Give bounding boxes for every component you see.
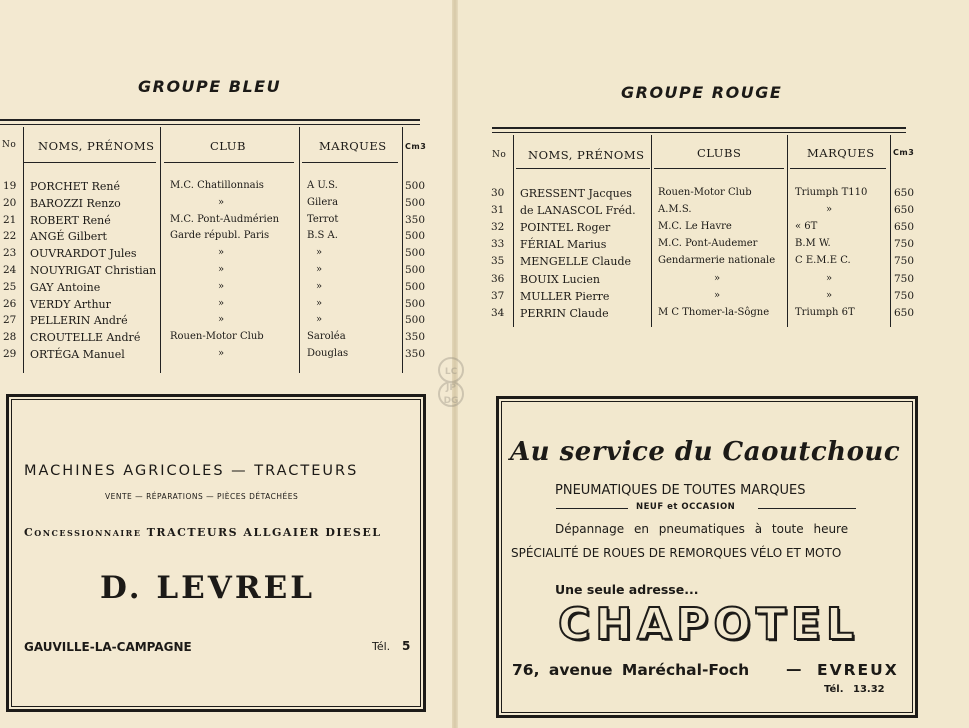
col-header-brand: MARQUES — [807, 146, 875, 160]
engine-cc: 350 — [405, 331, 426, 344]
groupe-rouge-title: GROUPE ROUGE — [621, 83, 783, 102]
rider-club: » — [218, 314, 225, 326]
table-rule — [0, 119, 420, 121]
row-number: 37 — [491, 289, 505, 302]
col-header-cc: Cm3 — [405, 142, 427, 151]
column-divider — [23, 127, 24, 373]
engine-cc: 500 — [405, 264, 426, 276]
rider-brand: Triumph 6T — [795, 306, 855, 318]
rider-club: M.C. Pont-Audemer — [658, 238, 758, 250]
rider-club: M C Thomer-la-Sôgne — [658, 306, 770, 318]
rider-name: CROUTELLE André — [30, 331, 141, 345]
rider-name: GAY Antoine — [30, 280, 101, 294]
ad-tyres-line: PNEUMATIQUES DE TOUTES MARQUES — [555, 483, 806, 498]
col-header-brand: MARQUES — [319, 139, 387, 153]
row-number: 22 — [3, 230, 17, 243]
watermark-logo-icon — [436, 356, 466, 410]
rider-name: PERRIN Claude — [520, 306, 609, 320]
ad-address-dash: — — [786, 660, 802, 678]
column-divider — [513, 135, 514, 327]
engine-cc: 350 — [405, 213, 426, 226]
rider-brand: » — [316, 314, 323, 326]
rider-name: ORTÉGA Manuel — [30, 348, 125, 361]
row-number: 19 — [3, 180, 17, 192]
engine-cc: 650 — [894, 187, 915, 199]
row-number: 27 — [3, 314, 17, 327]
column-divider — [787, 135, 788, 327]
rider-brand: A U.S. — [307, 180, 338, 191]
rider-brand: » — [316, 280, 323, 292]
row-number: 20 — [3, 196, 17, 209]
rider-name: OUVRARDOT Jules — [30, 247, 137, 261]
rider-brand: » — [316, 297, 323, 309]
rider-name: PELLERIN André — [30, 314, 128, 328]
column-divider — [651, 135, 652, 327]
ad-address-intro: Une seule adresse... — [555, 582, 699, 597]
ad-company-name: D. LEVREL — [100, 570, 316, 606]
svg-text:LC: LC — [444, 367, 458, 377]
header-underline — [164, 162, 294, 163]
engine-cc: 650 — [894, 306, 915, 319]
rider-brand: » — [826, 204, 833, 216]
ad-new-used: NEUF et OCCASION — [636, 502, 736, 512]
column-divider — [890, 135, 891, 327]
table-rule — [492, 127, 906, 129]
groupe-bleu-title: GROUPE BLEU — [138, 77, 282, 96]
ad-tel-number: 5 — [402, 639, 411, 653]
rider-club: » — [218, 348, 225, 359]
engine-cc: 750 — [894, 238, 915, 251]
col-header-club: CLUBS — [697, 146, 742, 160]
rider-club: » — [714, 272, 721, 284]
rider-name: ROBERT René — [30, 213, 111, 227]
ad-tel-label: Tél. — [372, 640, 391, 653]
rider-brand: » — [316, 264, 323, 275]
row-number: 31 — [491, 204, 505, 217]
ad-services: VENTE — RÉPARATIONS — PIÈCES DÉTACHÉES — [105, 492, 299, 501]
engine-cc: 650 — [894, 221, 915, 234]
rider-brand: » — [316, 247, 323, 259]
rider-brand: Terrot — [307, 213, 339, 225]
row-number: 32 — [491, 221, 505, 234]
engine-cc: 350 — [405, 348, 426, 360]
rider-club: » — [714, 289, 721, 301]
col-header-cc: Cm3 — [893, 148, 915, 157]
column-divider — [160, 127, 161, 373]
rider-brand: C E.M.E C. — [795, 255, 851, 267]
ad-speciality-line: SPÉCIALITÉ DE ROUES DE REMORQUES VÉLO ET MOTO — [511, 546, 842, 560]
ad-repair-line: Dépannage en pneumatiques à toute heure — [555, 522, 849, 536]
header-underline — [654, 168, 784, 169]
rider-club: Gendarmerie nationale — [658, 255, 776, 267]
col-header-name: NOMS, PRÉNOMS — [38, 139, 155, 153]
rider-brand: Triumph T110 — [795, 187, 868, 198]
engine-cc: 500 — [405, 314, 426, 327]
table-rule — [0, 124, 420, 125]
rider-brand: » — [826, 289, 833, 301]
rider-brand: « 6T — [795, 221, 818, 233]
row-number: 33 — [491, 238, 505, 251]
rider-club: » — [218, 196, 225, 208]
engine-cc: 500 — [405, 180, 426, 192]
rider-name: MENGELLE Claude — [520, 255, 631, 269]
row-number: 24 — [3, 264, 17, 276]
engine-cc: 650 — [894, 204, 915, 217]
svg-text:DG: DG — [443, 396, 459, 406]
rider-name: POINTEL Roger — [520, 221, 611, 235]
rider-club: A.M.S. — [658, 204, 692, 216]
rider-brand: Gilera — [307, 196, 339, 208]
rider-name: de LANASCOL Fréd. — [520, 204, 636, 218]
rider-club: » — [218, 264, 225, 275]
rider-club: M.C. Le Havre — [658, 221, 732, 233]
row-number: 26 — [3, 297, 17, 310]
ad-headline: MACHINES AGRICOLES — TRACTEURS — [24, 463, 359, 479]
engine-cc: 500 — [405, 196, 426, 209]
row-number: 30 — [491, 187, 505, 199]
row-number: 28 — [3, 331, 17, 344]
col-header-no: No — [492, 150, 507, 160]
engine-cc: 750 — [894, 255, 915, 268]
row-number: 36 — [491, 272, 505, 285]
rider-name: MULLER Pierre — [520, 289, 610, 303]
ad-rule — [758, 508, 856, 509]
rider-club: Rouen-Motor Club — [170, 331, 264, 343]
engine-cc: 500 — [405, 247, 426, 260]
engine-cc: 500 — [405, 297, 426, 310]
rider-brand: » — [826, 272, 833, 284]
engine-cc: 500 — [405, 280, 426, 293]
column-divider — [299, 127, 300, 373]
engine-cc: 750 — [894, 289, 915, 302]
rider-club: M.C. Chatillonnais — [170, 180, 264, 191]
ad-dealer-line: Concessionnaire TRACTEURS ALLGAIER DIESEL — [24, 526, 382, 539]
rider-brand: Saroléa — [307, 331, 346, 343]
header-underline — [302, 162, 398, 163]
rider-club: » — [218, 247, 225, 259]
ad-telephone: Tél. 13.32 — [824, 684, 885, 695]
svg-text:JP: JP — [446, 383, 456, 393]
ad-city: EVREUX — [817, 661, 899, 679]
ad-script-headline: Au service du Caoutchouc — [510, 437, 901, 467]
row-number: 34 — [491, 306, 505, 319]
rider-club: Garde républ. Paris — [170, 230, 270, 242]
rider-name: NOUYRIGAT Christian — [30, 264, 157, 277]
ad-rule — [556, 508, 628, 509]
col-header-no: No — [2, 140, 17, 150]
rider-name: GRESSENT Jacques — [520, 187, 632, 200]
ad-street-address: 76, avenue Maréchal-Foch — [512, 661, 750, 679]
row-number: 29 — [3, 348, 17, 360]
rider-club: » — [218, 280, 225, 292]
rider-name: BAROZZI Renzo — [30, 196, 121, 210]
rider-brand: B.S A. — [307, 230, 338, 242]
header-underline — [24, 162, 156, 163]
table-rule — [492, 132, 906, 133]
engine-cc: 750 — [894, 272, 915, 285]
header-underline — [516, 168, 650, 169]
ad-company-name: CHAPOTEL — [558, 599, 859, 650]
engine-cc: 500 — [405, 230, 426, 243]
watermark-logo — [436, 356, 466, 410]
rider-brand: B.M W. — [795, 238, 831, 250]
row-number: 35 — [491, 255, 505, 268]
column-divider — [402, 127, 403, 373]
rider-name: PORCHET René — [30, 180, 120, 193]
rider-club: » — [218, 297, 225, 309]
row-number: 23 — [3, 247, 17, 260]
levrel-advertisement — [6, 394, 426, 712]
rider-club: Rouen-Motor Club — [658, 187, 752, 198]
row-number: 21 — [3, 213, 17, 226]
ad-location: GAUVILLE-LA-CAMPAGNE — [24, 640, 192, 654]
row-number: 25 — [3, 280, 17, 293]
rider-name: VERDY Arthur — [30, 297, 111, 311]
rider-name: ANGÉ Gilbert — [30, 230, 107, 244]
rider-name: BOUIX Lucien — [520, 272, 600, 286]
col-header-name: NOMS, PRÉNOMS — [528, 148, 645, 162]
rider-club: M.C. Pont-Audmérien — [170, 213, 280, 225]
rider-brand: Douglas — [307, 348, 349, 359]
header-underline — [790, 168, 886, 169]
rider-name: FÉRIAL Marius — [520, 238, 607, 252]
col-header-club: CLUB — [210, 139, 246, 153]
